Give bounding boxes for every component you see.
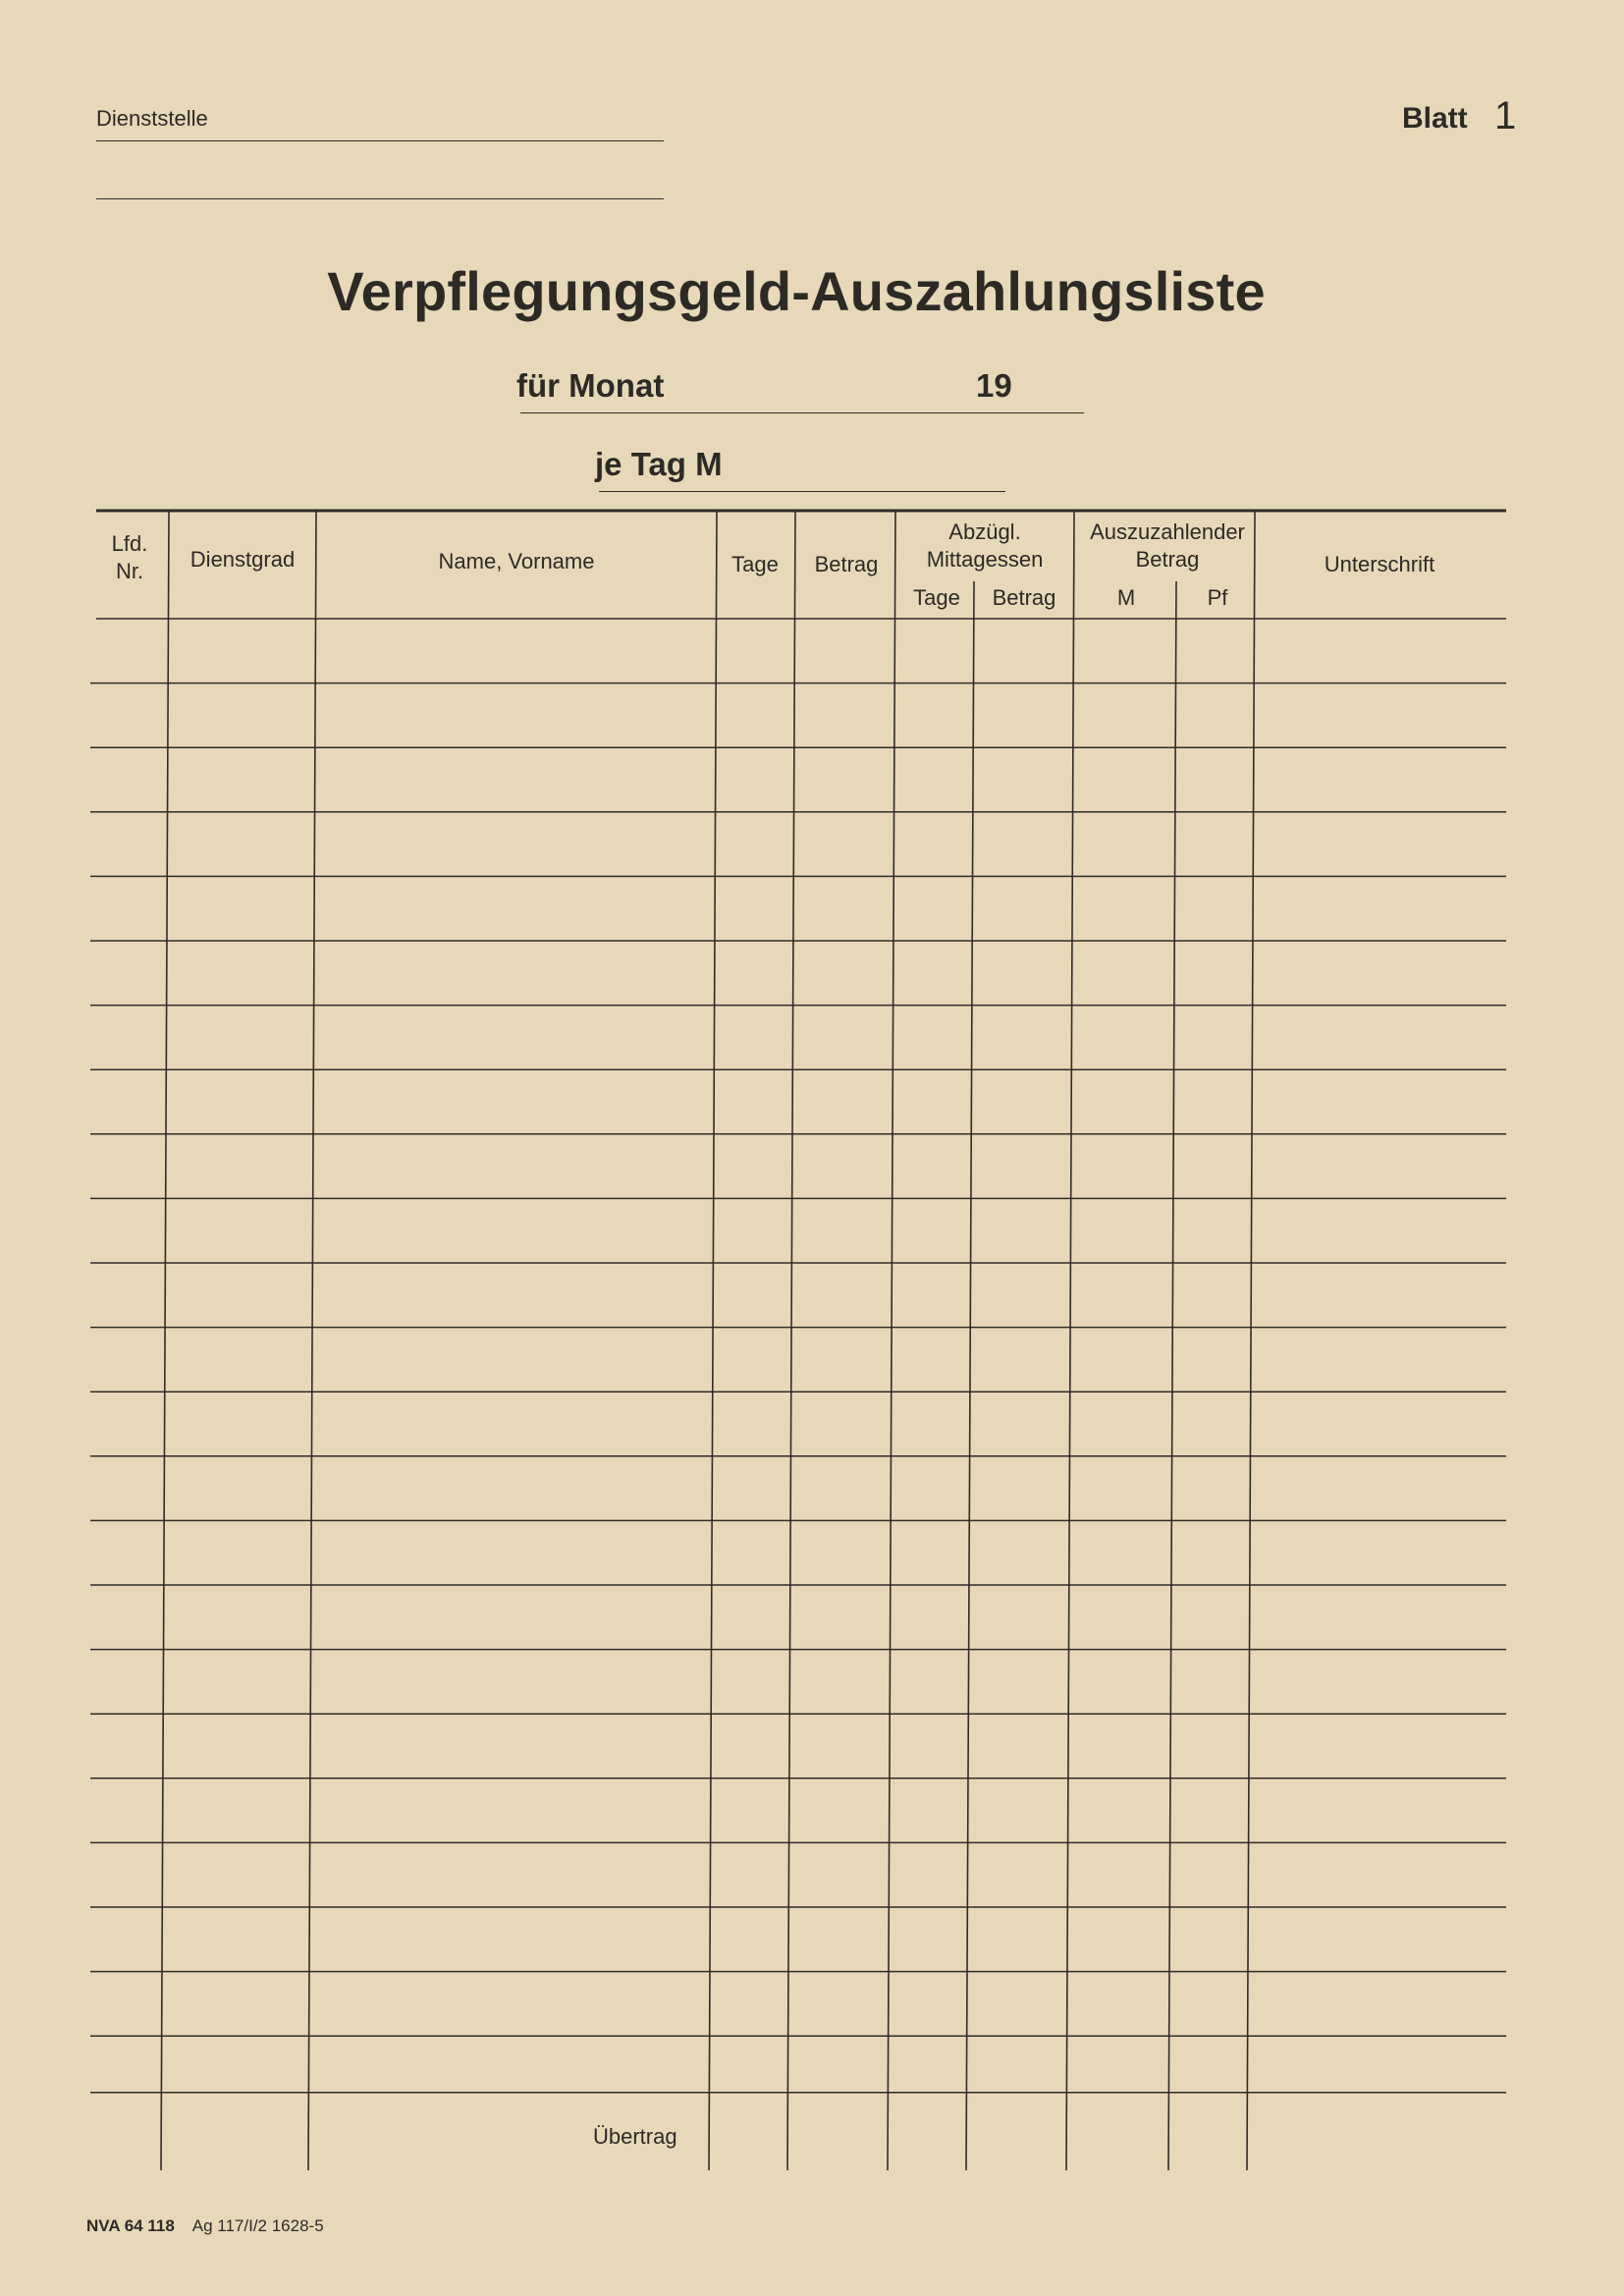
year-prefix: 19 xyxy=(976,367,1012,404)
col-abzuegl-line2: Mittagessen xyxy=(926,547,1044,572)
table-subcolumn-line xyxy=(966,581,974,2170)
col-abzuegl-line1: Abzügl. xyxy=(948,519,1021,544)
col-name: Name, Vorname xyxy=(438,549,595,574)
col-auszahl-group xyxy=(1076,519,1259,574)
col-auszahl-pf: Pf xyxy=(1207,585,1228,610)
form-number xyxy=(86,2216,324,2236)
day-rate-label: je Tag M xyxy=(595,446,723,482)
col-auszahl-line1: Auszuzahlender xyxy=(1090,519,1245,544)
form-number-text: NVA 64 118 xyxy=(86,2216,175,2235)
col-auszahl-m: M xyxy=(1116,585,1136,610)
col-unterschrift: Unterschrift xyxy=(1324,552,1435,576)
col-lfd-nr-line2: Nr. xyxy=(115,559,144,583)
col-lfd-nr-line1: Lfd. xyxy=(111,531,148,556)
col-abzuegl-betrag: Betrag xyxy=(992,585,1056,610)
table-column-line xyxy=(709,511,717,2170)
blatt-label: Blatt xyxy=(1402,102,1468,135)
col-abzuegl-tage: Tage xyxy=(913,585,960,610)
col-lfd-nr xyxy=(98,530,161,585)
dienststelle-label: Dienststelle xyxy=(96,106,208,131)
table-column-line xyxy=(888,511,895,2170)
blatt-number: 1 xyxy=(1494,94,1517,137)
col-dienstgrad: Dienstgrad xyxy=(189,547,296,572)
table-subcolumn-line xyxy=(1168,581,1176,2170)
col-auszahl-line2: Betrag xyxy=(1135,547,1200,572)
table-column-line xyxy=(1066,511,1074,2170)
col-betrag: Betrag xyxy=(814,552,879,576)
print-code: Ag 117/I/2 1628-5 xyxy=(191,2216,324,2235)
carry-over-label: Übertrag xyxy=(593,2124,677,2149)
table-column-line xyxy=(787,511,795,2170)
table-column-line xyxy=(161,511,169,2170)
col-tage: Tage xyxy=(731,552,779,576)
col-abzuegl-group xyxy=(897,519,1072,574)
month-label: für Monat xyxy=(516,367,665,404)
table-column-line xyxy=(308,511,316,2170)
table-column-line xyxy=(1247,511,1255,2170)
page-title: Verpflegungsgeld-Auszahlungsliste xyxy=(327,260,1266,322)
